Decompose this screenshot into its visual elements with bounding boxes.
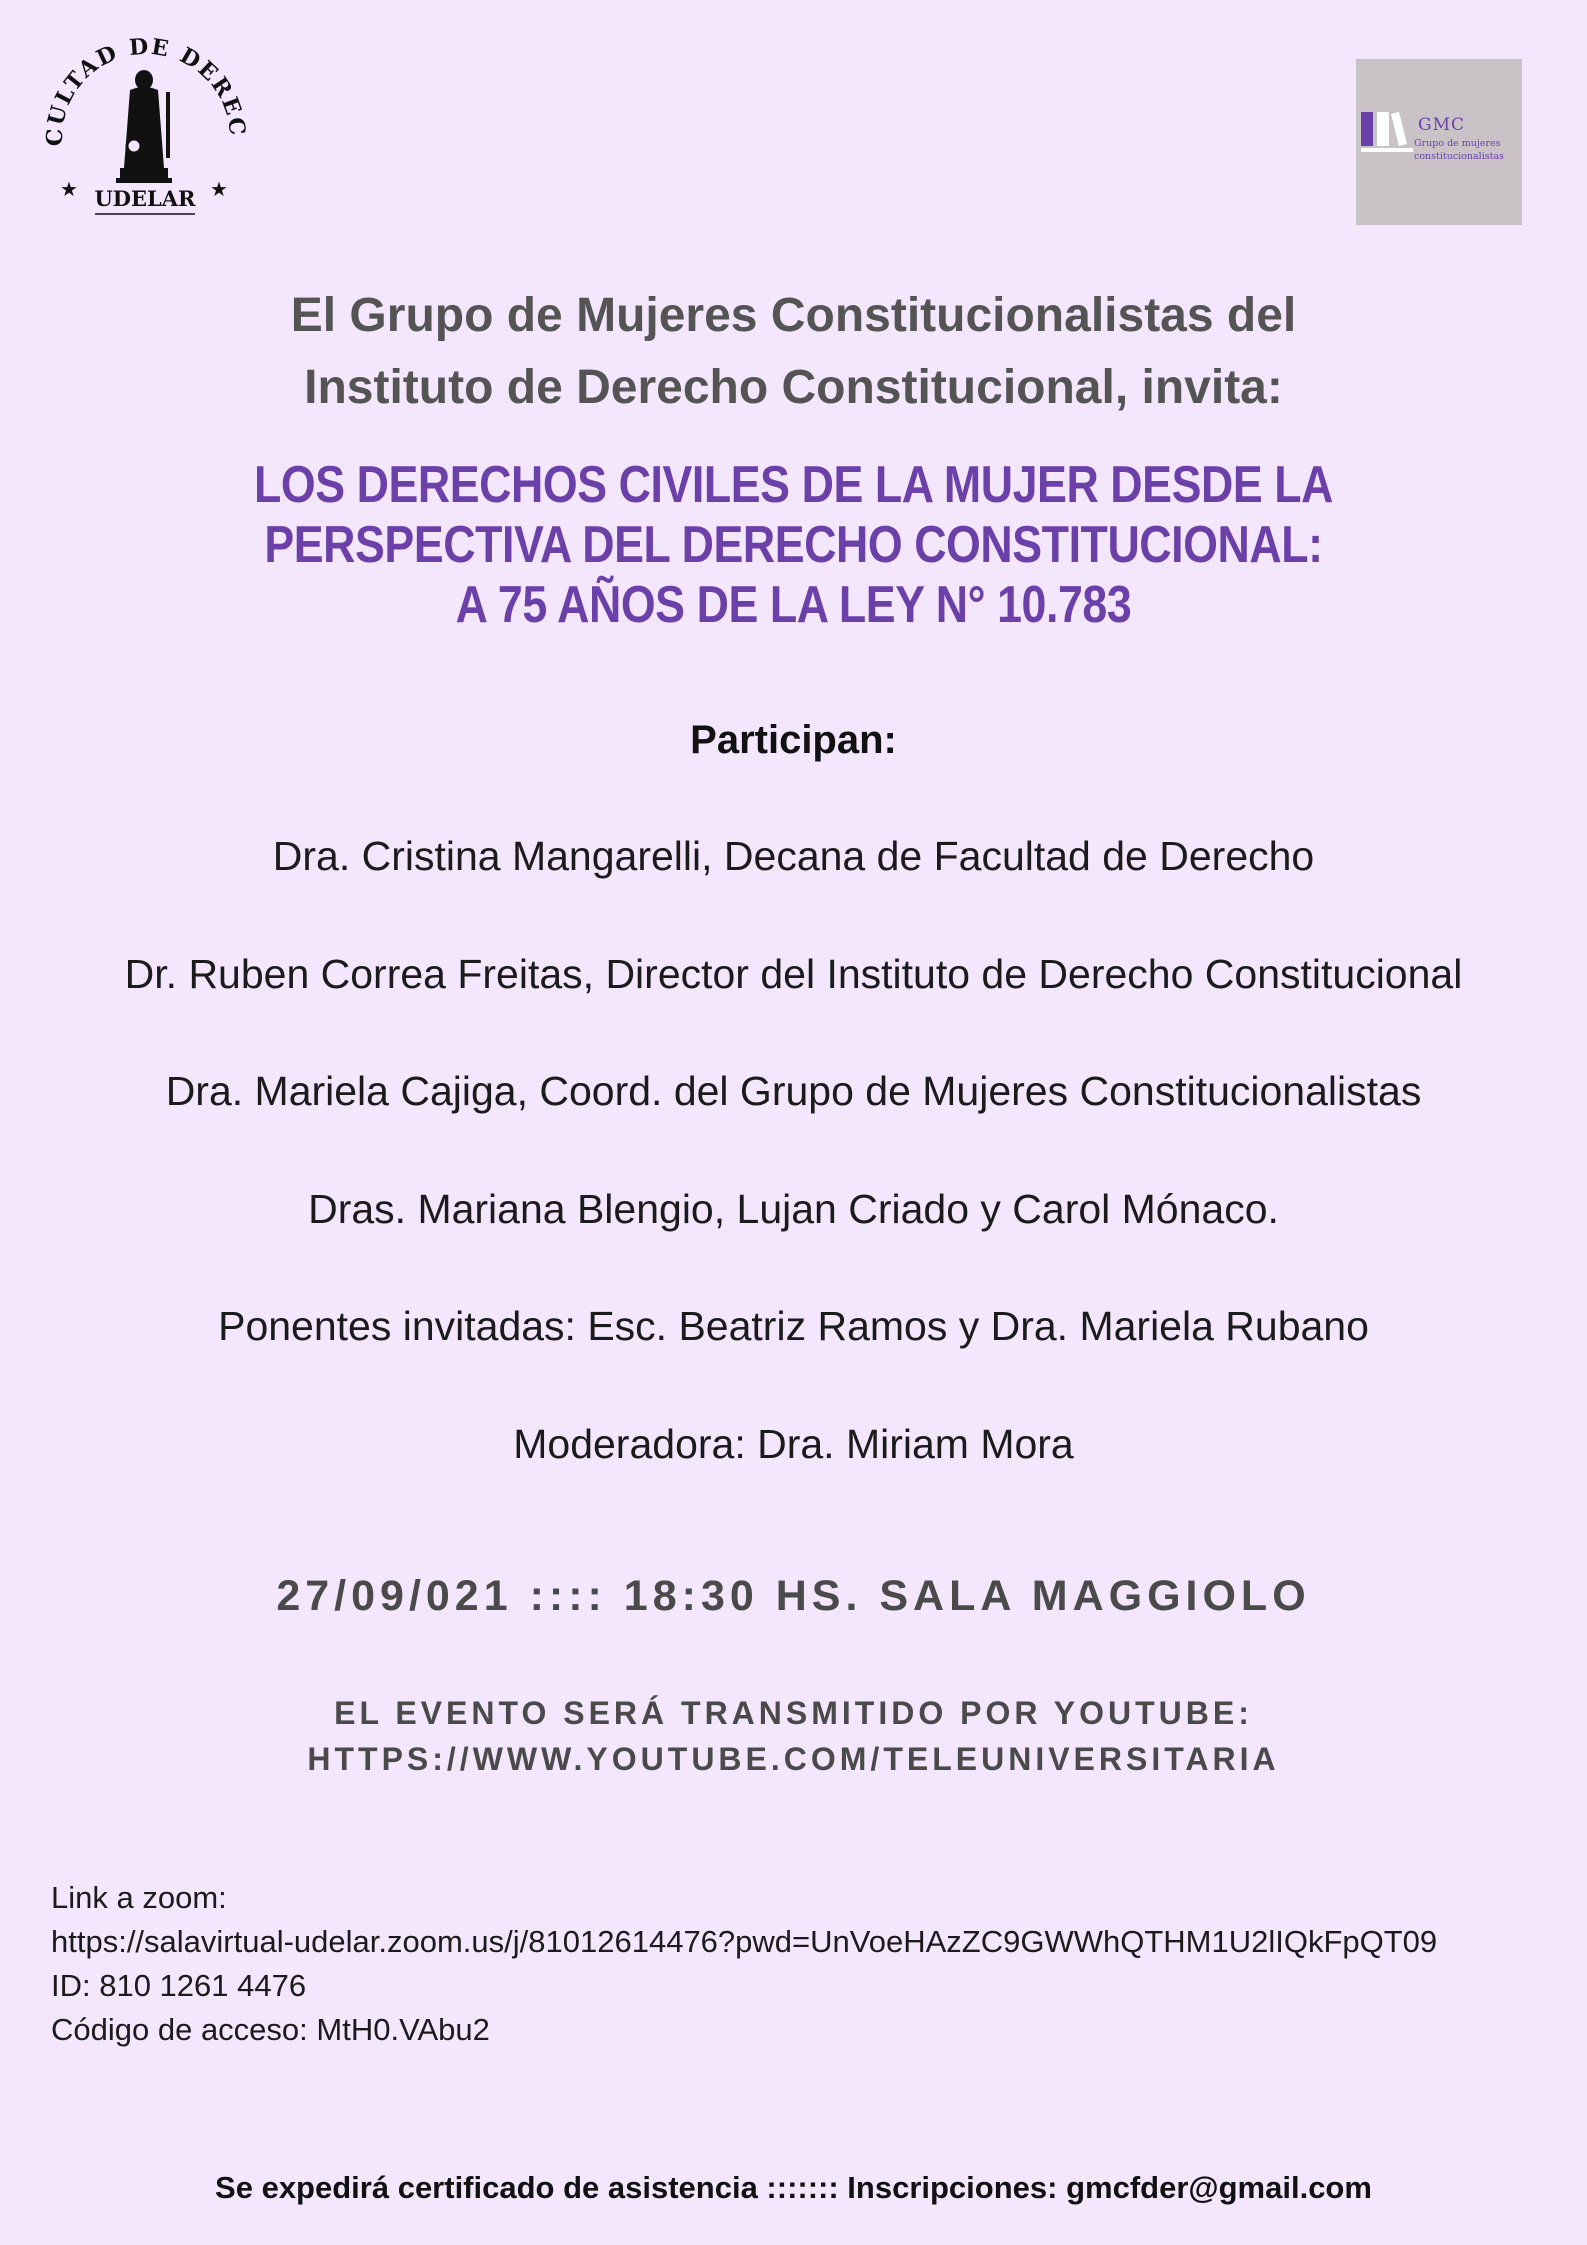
- event-title: [111, 455, 1476, 635]
- footer-note: Se expedirá certificado de asistencia ::::::: Inscripciones: gmcfder@gmail.com: [215, 2170, 1372, 2205]
- participant-line: Dra. Mariela Cajiga, Coord. del Grupo de Mujeres Constitucionalistas: [165, 1068, 1422, 1114]
- zoom-info: [51, 1876, 1437, 2052]
- participant-line: Dr. Ruben Correa Freitas, Director del Instituto de Derecho Constitucional: [124, 951, 1463, 997]
- title-line3: A 75 AÑOS DE LA LEY N° 10.783: [455, 576, 1132, 634]
- intro-line2: Instituto de Derecho Constitucional, invita:: [304, 361, 1283, 414]
- zoom-access-code: Código de acceso: MtH0.VAbu2: [51, 2012, 490, 2047]
- books-icon: [1361, 112, 1413, 154]
- stream-info: [0, 1690, 1587, 1782]
- gmc-logo: [1356, 59, 1522, 225]
- participants-label: Participan:: [690, 718, 897, 762]
- gmc-subtitle-line1: Grupo de mujeres: [1414, 138, 1501, 149]
- event-datetime: 27/09/021 :::: 18:30 HS. SALA MAGGIOLO: [276, 1572, 1311, 1620]
- gmc-subtitle: [1414, 137, 1522, 163]
- title-line1: LOS DERECHOS CIVILES DE LA MUJER DESDE LA: [254, 456, 1333, 514]
- seal-arc-text: CULTAD DE DEREC: [41, 33, 250, 147]
- svg-text:★: ★: [210, 179, 228, 201]
- zoom-id: ID: 810 1261 4476: [51, 1968, 307, 2003]
- intro-heading: [0, 280, 1587, 424]
- seal-bottom-text: UDELAR: [94, 186, 196, 211]
- svg-text:★: ★: [60, 179, 78, 201]
- participant-line: Dras. Mariana Blengio, Lujan Criado y Carol Mónaco.: [308, 1186, 1279, 1232]
- gmc-subtitle-line2: constitucionalistas: [1414, 151, 1504, 162]
- participant-line: Dra. Cristina Mangarelli, Decana de Facultad de Derecho: [272, 833, 1315, 879]
- zoom-label: Link a zoom:: [51, 1880, 227, 1915]
- stream-line1: EL EVENTO SERÁ TRANSMITIDO POR YOUTUBE:: [334, 1695, 1253, 1731]
- participant-line: Ponentes invitadas: Esc. Beatriz Ramos y Dra. Mariela Rubano: [218, 1303, 1369, 1349]
- gmc-acronym: GMC: [1418, 115, 1465, 135]
- title-line2: PERSPECTIVA DEL DERECHO CONSTITUCIONAL:: [264, 516, 1323, 574]
- stream-url: HTTPS://WWW.YOUTUBE.COM/TELEUNIVERSITARIA: [307, 1741, 1280, 1777]
- participant-line: Moderadora: Dra. Miriam Mora: [513, 1421, 1074, 1467]
- zoom-link[interactable]: https://salavirtual-udelar.zoom.us/j/81012614476?pwd=UnVoeHAzZC9GWWhQTHM1U2lIQkFpQT09: [51, 1924, 1438, 1959]
- udelar-seal-logo: [40, 28, 250, 228]
- intro-line1: El Grupo de Mujeres Constitucionalistas del: [290, 289, 1297, 342]
